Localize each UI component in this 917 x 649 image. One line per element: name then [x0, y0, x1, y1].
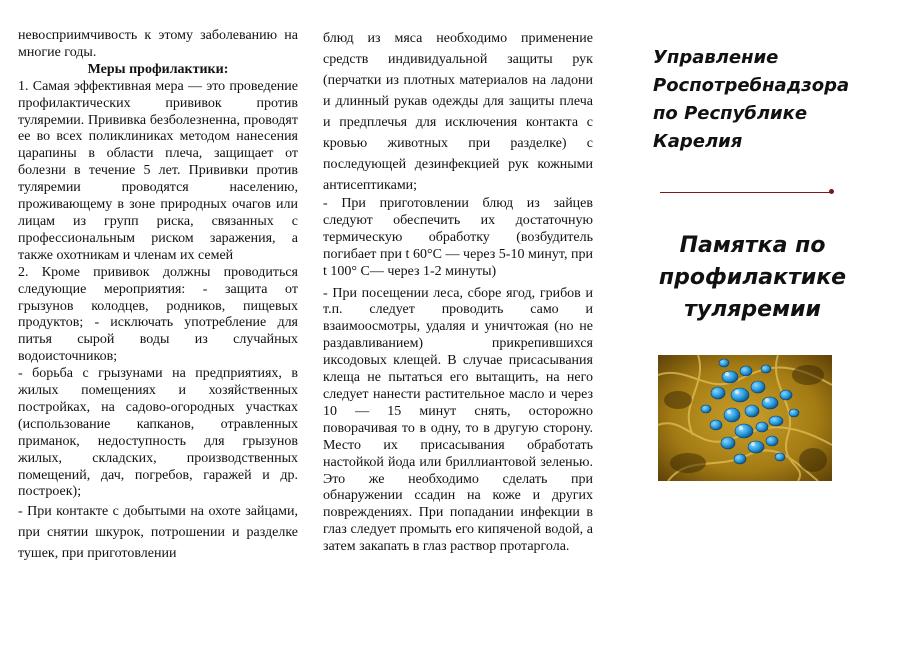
cover-panel [640, 0, 917, 649]
intro-paragraph: невосприимчивость к этому заболеванию на многие годы. [18, 28, 298, 60]
organization-name [653, 44, 873, 156]
measure-vaccination: 1. Самая эффективная мера — это проведение профилактических прививок против туляремии. Прививка безболезненна, проводят ее во всех поликлиниках методом нанесения царапины в области плеча, защищает от болезни в течение 5 лет. Прививки против туляремии проводятся населению, проживающему в зоне природных очагов или лицам из групп риска, связанных с профессиональным риском заражения, а также охотникам и членам их семей [18, 78, 298, 263]
measure-rodents: - борьба с грызунами на предприятиях, в жилых помещениях и хозяйственных постройках, на садово-огородных участках (использование капканов, отравленных приманок, недоступность для грызунов жилых, складских, производственных помещений, дач, погребов, гаражей и др. построек); [18, 366, 298, 500]
measure-other: 2. Кроме прививок должны проводиться следующие мероприятия: - защита от грызунов колодцев, родников, пищевых продуктов; - исключать употребление для питья сырой воды из случайных водоисточников; [18, 264, 298, 365]
hunting-continued: блюд из мяса необходимо применение средств индивидуальной защиты рук (перчатки из плотных материалов на ладони и длинный рукав одежды для защиты плеча и предплечья для исключения контакта с кровью животных при разделке) с последующей дезинфекцией рук кожными антисептиками; [323, 31, 593, 193]
org-line: Управление [653, 47, 779, 68]
title-line: профилактике [658, 265, 847, 290]
measure-hunting: - При контакте с добытыми на охоте зайцами, при снятии шкурок, потрошении и разделке тушек, при приготовлении [18, 504, 298, 562]
org-line: Роспотребнадзора [653, 75, 850, 96]
measure-forest-ticks: - При посещении леса, сборе ягод, грибов и т.п. следует проводить само и взаимоосмотры, удаляя и уничтожая (но не раздавливанием) прикрепившихся иксодовых клещей. В случае присасывания клеща не пытаться его вытащить, на него следует нанести растительное масло и через 10 — 15 минут снять, осторожно поворачивая то в одну, то в другую сторону. Место их присасывания обработать настойкой йода или бриллиантовой зеленью. Это же необходимо сделать при обнаружении ссадин на коже и других повреждениях. При попадании инфекции в глаз следует промыть его кипяченой водой, а затем закапать в глаз раствор протаргола. [323, 285, 593, 555]
brochure-title [650, 230, 855, 326]
bacteria-micrograph-image [658, 355, 832, 481]
title-line: туляремии [684, 297, 821, 322]
title-line: Памятка по [679, 233, 826, 258]
org-line: Карелия [653, 131, 743, 152]
prevention-heading: Меры профилактики: [87, 61, 229, 77]
divider-dot [829, 189, 834, 194]
middle-text-column [323, 28, 593, 556]
left-text-column [18, 28, 298, 564]
measure-cooking: - При приготовлении блюд из зайцев следуют обеспечить их достаточную термическую обработку (возбудитель погибает при t 60°С — через 5-10 минут, при t 100° С— через 1-2 минуты) [323, 196, 593, 279]
org-line: по Республике [653, 103, 808, 124]
divider-line [660, 192, 830, 193]
